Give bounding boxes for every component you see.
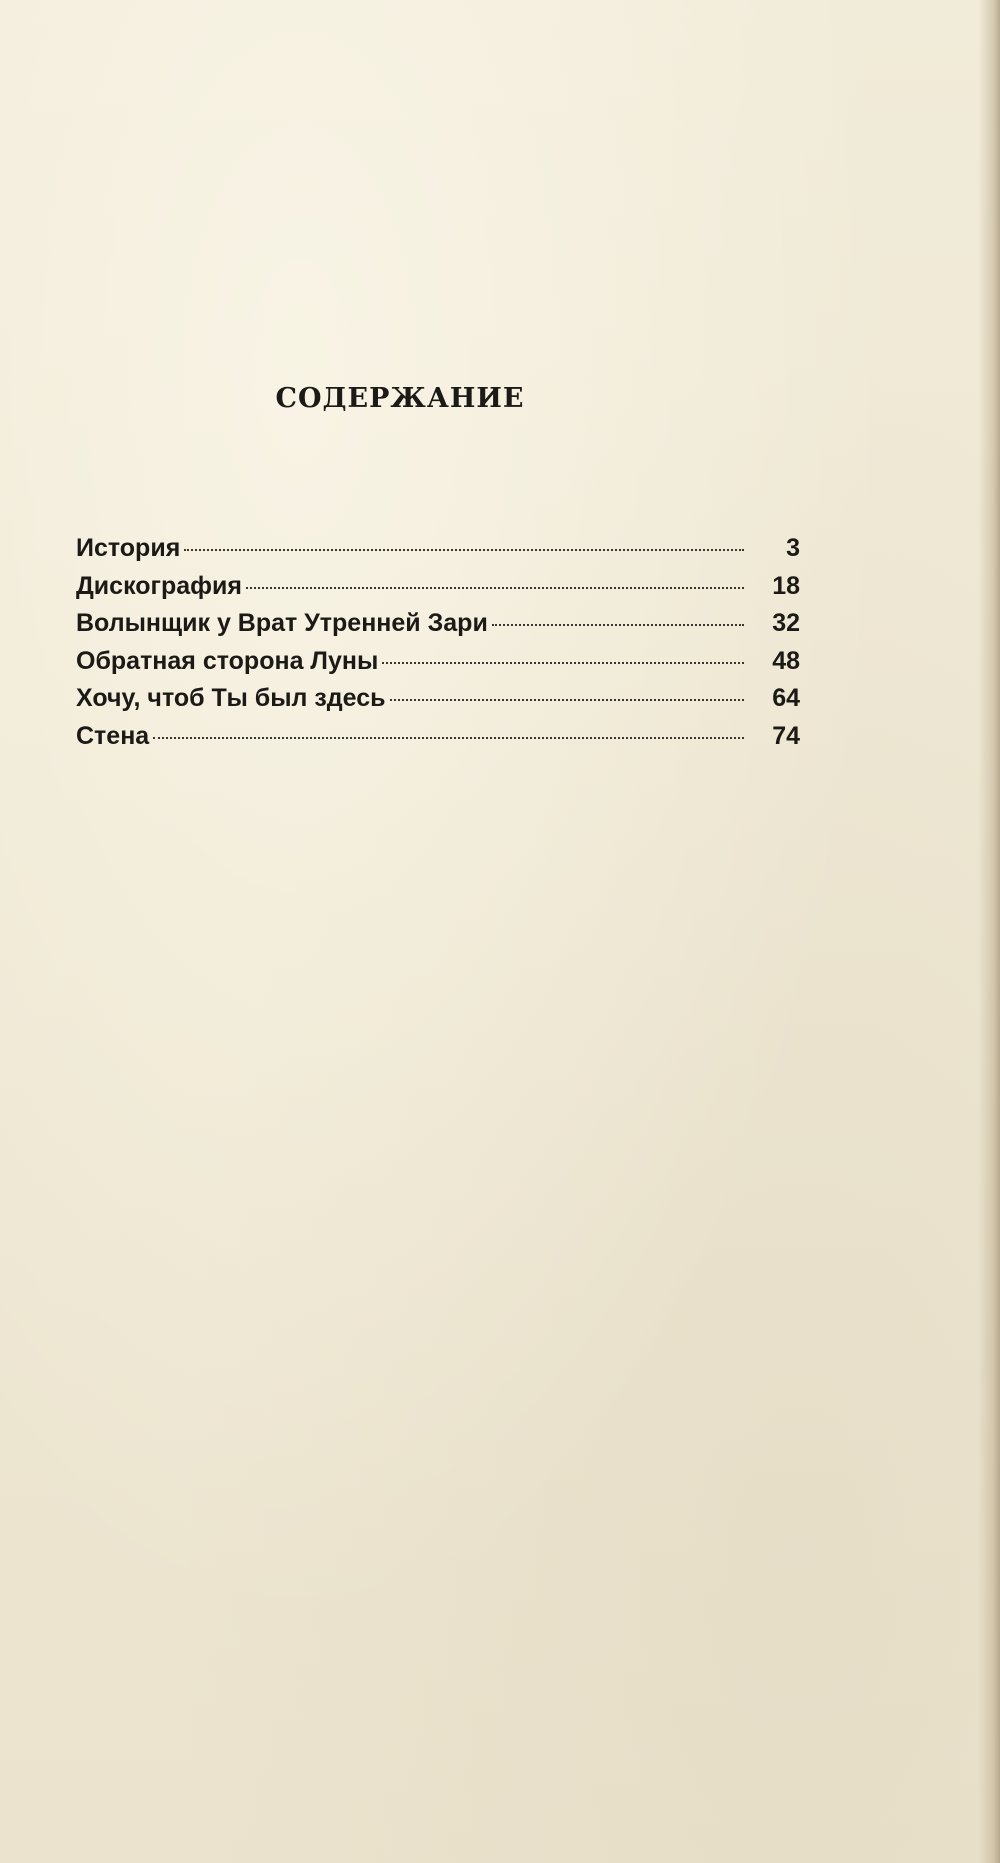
dot-leader (382, 662, 744, 664)
toc-page-number: 32 (772, 609, 800, 637)
dot-leader (390, 699, 744, 701)
table-of-contents (76, 534, 800, 759)
toc-entry (76, 609, 800, 647)
toc-entry-title: Волынщик у Врат Утренней Зари (76, 609, 488, 637)
toc-entry-title: Обратная сторона Луны (76, 646, 379, 675)
toc-entry (76, 572, 800, 610)
toc-entry-title: Дискография (76, 571, 242, 600)
toc-entry (76, 534, 800, 572)
toc-entry-title: Хочу, чтоб Ты был здесь (76, 684, 386, 712)
toc-page-number: 3 (786, 534, 800, 562)
toc-entry-title: Стена (76, 721, 150, 750)
page-edge-shadow (978, 0, 1000, 1863)
toc-page-number: 18 (772, 571, 800, 600)
toc-page-number: 64 (772, 684, 800, 712)
toc-page-number: 74 (772, 721, 800, 750)
dot-leader (492, 624, 744, 626)
toc-entry (76, 647, 800, 685)
toc-entry-title: История (76, 534, 181, 562)
dot-leader (246, 587, 744, 589)
toc-entry (76, 684, 800, 722)
toc-entry (76, 722, 800, 760)
dot-leader (184, 549, 744, 551)
dot-leader (153, 737, 744, 739)
toc-heading: СОДЕРЖАНИЕ (275, 383, 525, 414)
toc-page-number: 48 (772, 646, 800, 675)
